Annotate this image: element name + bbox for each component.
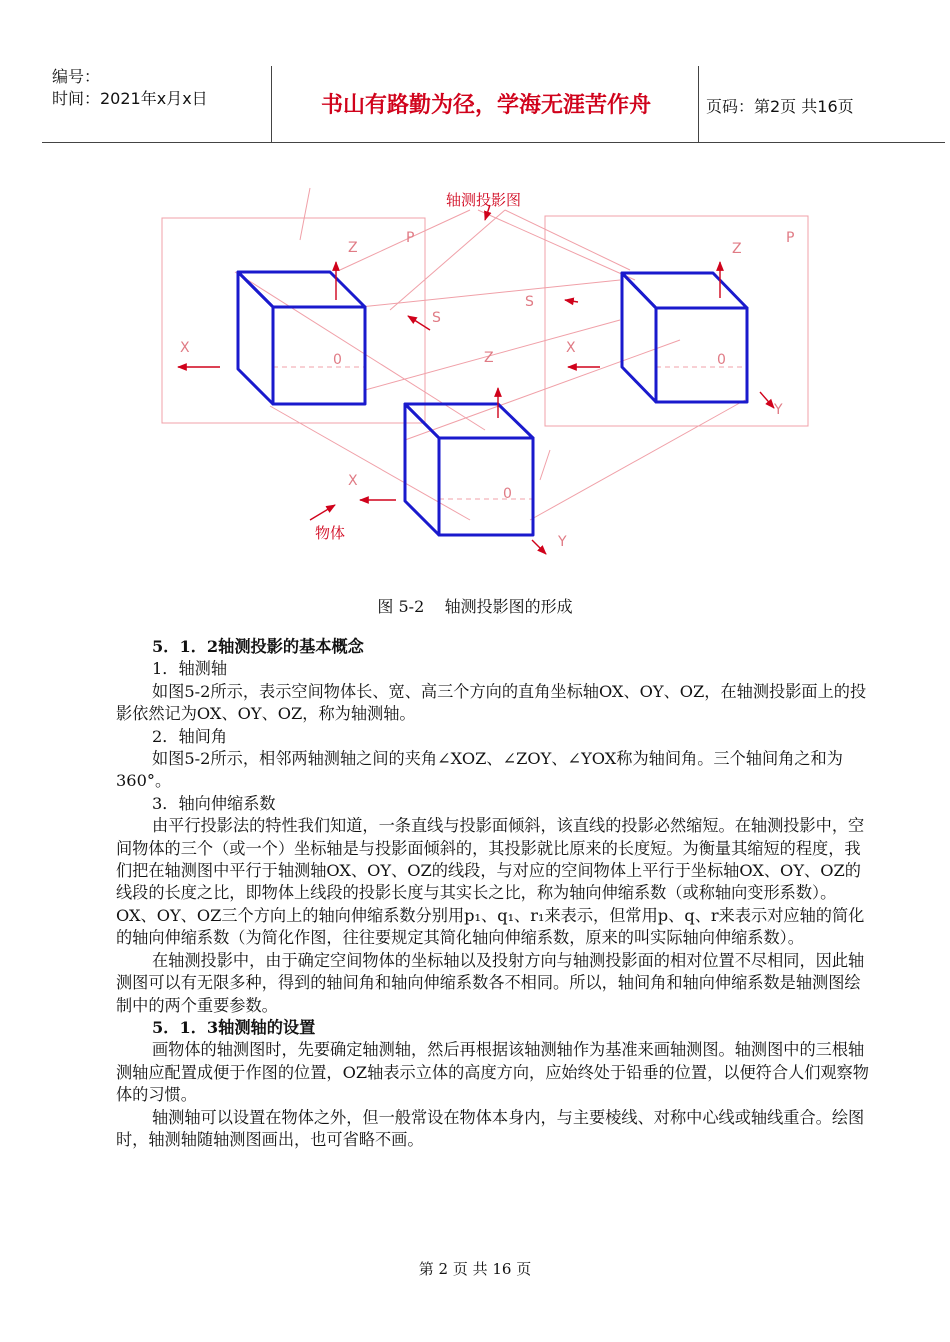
object-label: 物体 xyxy=(315,524,346,542)
svg-text:Y: Y xyxy=(774,402,783,418)
figure-caption: 图 5-2 轴测投影图的形成 xyxy=(377,597,573,616)
section-heading-5-1-3: 5．1．3轴测轴的设置 xyxy=(152,1017,316,1037)
header-motto: 书山有路勤为径，学海无涯苦作舟 xyxy=(320,93,651,118)
svg-text:X: X xyxy=(348,473,358,489)
svg-text:Z: Z xyxy=(484,350,494,366)
svg-text:Z: Z xyxy=(732,241,742,257)
right-projection-plane xyxy=(545,216,808,426)
item-heading-scale: 3．轴向伸缩系数 xyxy=(152,793,276,813)
svg-text:X: X xyxy=(180,340,190,356)
section-heading-5-1-2: 5．1．2轴测投影的基本概念 xyxy=(152,637,364,656)
left-cube xyxy=(238,272,365,404)
page-header xyxy=(42,66,945,143)
right-y-axis xyxy=(760,392,774,408)
header-divider xyxy=(698,66,699,142)
s-direction-arrow-2 xyxy=(565,300,578,302)
object-pointer xyxy=(310,505,335,520)
svg-text:P: P xyxy=(786,230,795,246)
svg-text:0: 0 xyxy=(717,352,726,368)
document-body xyxy=(116,636,876,1151)
right-cube xyxy=(622,273,747,402)
item-heading-axes: 1．轴测轴 xyxy=(152,659,228,679)
svg-text:Y: Y xyxy=(558,534,567,550)
header-meta xyxy=(52,66,272,142)
date-line: 时间：2021年x月x日 xyxy=(52,89,208,108)
svg-text:S: S xyxy=(432,310,441,326)
projection-diagram-label: 轴测投影图 xyxy=(446,191,522,209)
axonometric-figure xyxy=(160,180,820,570)
svg-text:P: P xyxy=(406,230,415,246)
number-label: 编号： xyxy=(52,67,101,86)
item-heading-angle: 2．轴间角 xyxy=(152,726,228,746)
center-y-axis xyxy=(532,540,546,554)
paragraph-axes: 如图5-2所示，表示空间物体长、宽、高三个方向的直角坐标轴OX、OY、OZ，在轴测投影面上的投影依然记为OX、OY、OZ，称为轴测轴。 xyxy=(116,681,867,724)
paragraph-setup-b: 轴测轴可以设置在物体之外，但一般常设在物体本身内，与主要棱线、对称中心线或轴线重合。绘图时，轴测轴随轴测图画出，也可省略不画。 xyxy=(116,1107,865,1149)
header-page-info: 页码：第2页 共16页 xyxy=(706,97,854,116)
svg-text:Z: Z xyxy=(348,240,358,256)
center-cube xyxy=(405,404,533,535)
paragraph-angle: 如图5-2所示，相邻两轴测轴之间的夹角∠XOZ、∠ZOY、∠YOX称为轴间角。三个轴间角之和为360°。 xyxy=(116,749,843,791)
paragraph-scale-a: 由平行投影法的特性我们知道，一条直线与投影面倾斜，该直线的投影必然缩短。在轴测投影中，空间物体的三个（或一个）坐标轴是与投影面倾斜的，其投影就比原来的长度短。为衡量其缩短的程度，我们把在轴测图中平行于轴测轴OX、OY、OZ的线段，与对应的空间物体上平行于坐标轴OX、OY、OZ的线段的长度之比，即物体上线段的投影长度与其实长之比，称为轴向伸缩系数（或称轴向变形系数）。OX、OY、OZ三个方向上的轴向伸缩系数分别用p₁、q₁、r₁来表示，但常用p、q、r来表示对应轴的简化的轴向伸缩系数（为简化作图，往往要规定其简化轴向伸缩系数，原来的叫实际轴向伸缩系数）。 xyxy=(116,816,865,948)
svg-text:0: 0 xyxy=(503,486,512,502)
page-footer: 第 2 页 共 16 页 xyxy=(418,1260,532,1278)
header-divider xyxy=(271,66,272,142)
svg-text:S: S xyxy=(525,294,534,310)
svg-text:X: X xyxy=(566,340,576,356)
paragraph-setup-a: 画物体的轴测图时，先要确定轴测轴，然后再根据该轴测轴作为基准来画轴测图。轴测图中的三根轴测轴应配置成便于作图的位置，OZ轴表示立体的高度方向，应始终处于铅垂的位置，以便符合人们观察物体的习惯。 xyxy=(116,1040,869,1105)
s-direction-arrow xyxy=(408,316,430,330)
svg-text:0: 0 xyxy=(333,352,342,368)
paragraph-scale-b: 在轴测投影中，由于确定空间物体的坐标轴以及投射方向与轴测投影面的相对位置不尽相同，因此轴测图可以有无限多种，得到的轴间角和轴向伸缩系数各不相同。所以，轴间角和轴向伸缩系数是轴测图绘制中的两个重要参数。 xyxy=(116,950,865,1015)
